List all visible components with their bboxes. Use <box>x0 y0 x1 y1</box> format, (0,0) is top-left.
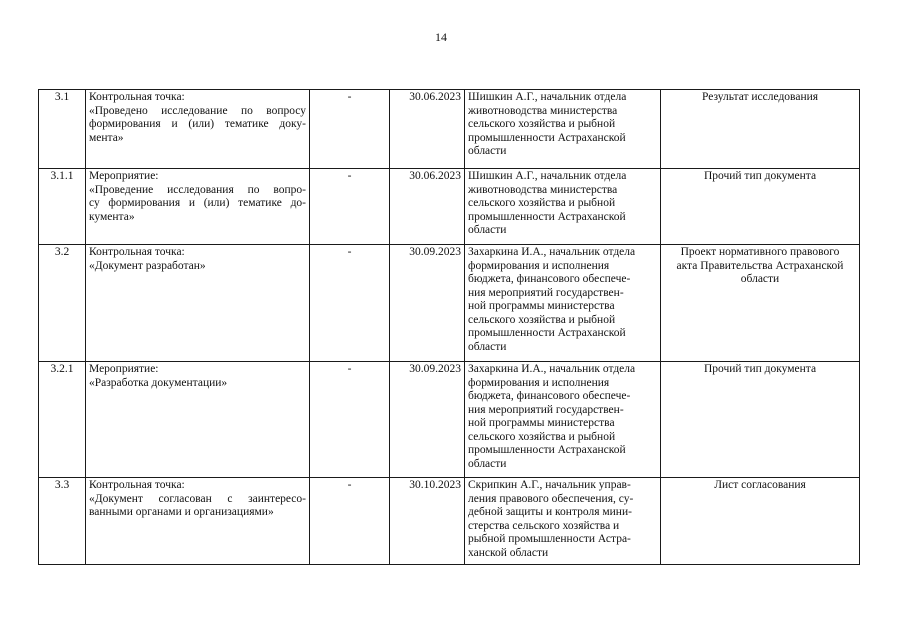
cell-line: Прочий тип документа <box>703 363 817 375</box>
start-date-cell: - <box>310 169 390 245</box>
cell-line: ления правового обеспечения, су- <box>468 492 634 505</box>
cell-line: Контрольная точка: <box>89 479 185 491</box>
cell-line: животноводства министерства <box>468 104 618 117</box>
cell-line: Результат исследования <box>701 91 819 103</box>
table-row <box>39 90 860 169</box>
cell-line: су формирования и (или) тематике до- <box>89 197 306 209</box>
cell-line: сельского хозяйства и рыбной <box>468 430 616 443</box>
end-date-cell: 30.10.2023 <box>390 478 465 565</box>
plan-table <box>38 89 860 565</box>
cell-line: Лист согласования <box>714 479 806 491</box>
cell-line: сельского хозяйства и рыбной <box>468 118 616 130</box>
cell-line: бюджета, финансового обеспече- <box>468 390 631 402</box>
table-row <box>39 245 860 362</box>
cell-line: животноводства министерства <box>468 183 618 196</box>
cell-line: сельского хозяйства и рыбной <box>468 197 616 209</box>
table-row <box>39 478 860 565</box>
end-date-cell: 30.09.2023 <box>390 245 465 362</box>
cell-line: Прочий тип документа <box>703 170 817 182</box>
responsible-cell <box>465 478 661 565</box>
cell-line: промышленности Астраханской <box>468 327 626 339</box>
cell-line: области <box>468 340 507 353</box>
description-cell <box>86 362 310 478</box>
cell-line: кумента» <box>89 210 135 223</box>
cell-line: ной программы министерства <box>468 417 615 429</box>
cell-line: Шишкин А.Г., начальник отдела <box>468 170 627 182</box>
cell-line: Шишкин А.Г., начальник отдела <box>468 91 627 103</box>
cell-line: Захаркина И.А., начальник отдела <box>468 363 636 375</box>
table-row <box>39 169 860 245</box>
cell-line: промышленности Астраханской <box>468 210 626 223</box>
cell-line: «Проведение исследования по вопро- <box>89 183 306 196</box>
cell-line: Контрольная точка: <box>89 91 185 103</box>
cell-line: Контрольная точка: <box>89 246 185 258</box>
cell-line: стерства сельского хозяйства и <box>468 519 620 532</box>
row-number-cell: 3.2.1 <box>39 362 86 478</box>
responsible-cell <box>465 245 661 362</box>
end-date-cell: 30.09.2023 <box>390 362 465 478</box>
start-date-cell: - <box>310 362 390 478</box>
plan-table-body <box>39 90 860 565</box>
cell-line: акта Правительства Астраханской <box>676 259 844 272</box>
end-date-cell: 30.06.2023 <box>390 90 465 169</box>
start-date-cell: - <box>310 245 390 362</box>
cell-line: Скрипкин А.Г., начальник управ- <box>468 479 631 491</box>
row-number-cell: 3.3 <box>39 478 86 565</box>
cell-line: области <box>468 224 507 236</box>
cell-line: Мероприятие: <box>89 363 159 375</box>
cell-line: «Документ разработан» <box>89 259 206 272</box>
cell-line: Захаркина И.А., начальник отдела <box>468 246 636 258</box>
description-cell <box>86 245 310 362</box>
table-row <box>39 362 860 478</box>
row-number-cell: 3.2 <box>39 245 86 362</box>
responsible-cell <box>465 90 661 169</box>
result-cell <box>661 90 860 169</box>
result-cell <box>661 169 860 245</box>
cell-line: промышленности Астраханской <box>468 444 626 456</box>
cell-line: области <box>468 145 507 157</box>
cell-line: дебной защиты и контроля мини- <box>468 506 632 518</box>
cell-line: ния мероприятий государствен- <box>468 286 624 299</box>
cell-line: мента» <box>89 131 124 144</box>
cell-line: формирования и исполнения <box>468 376 610 389</box>
result-cell <box>661 478 860 565</box>
start-date-cell: - <box>310 478 390 565</box>
cell-line: формирования и исполнения <box>468 259 610 272</box>
cell-line: ванными органами и организациями» <box>89 506 274 518</box>
cell-line: рыбной промышленности Астра- <box>468 533 631 545</box>
row-number-cell: 3.1.1 <box>39 169 86 245</box>
cell-line: «Разработка документации» <box>89 376 228 389</box>
description-cell <box>86 90 310 169</box>
start-date-cell: - <box>310 90 390 169</box>
row-number-cell: 3.1 <box>39 90 86 169</box>
cell-line: сельского хозяйства и рыбной <box>468 313 616 326</box>
cell-line: бюджета, финансового обеспече- <box>468 273 631 285</box>
cell-line: «Проведено исследование по вопросу <box>89 104 306 117</box>
result-cell <box>661 362 860 478</box>
end-date-cell: 30.06.2023 <box>390 169 465 245</box>
result-cell <box>661 245 860 362</box>
description-cell <box>86 169 310 245</box>
cell-line: Проект нормативного правового <box>680 246 840 258</box>
page-number: 14 <box>435 30 447 44</box>
cell-line: области <box>740 273 780 285</box>
cell-line: ной программы министерства <box>468 300 615 312</box>
cell-line: «Документ согласован с заинтересо- <box>89 492 306 505</box>
responsible-cell <box>465 362 661 478</box>
cell-line: ханской области <box>468 546 549 559</box>
cell-line: ния мероприятий государствен- <box>468 403 624 416</box>
cell-line: промышленности Астраханской <box>468 131 626 144</box>
description-cell <box>86 478 310 565</box>
cell-line: формирования и (или) тематике доку- <box>89 118 306 130</box>
cell-line: Мероприятие: <box>89 170 159 182</box>
cell-line: области <box>468 457 507 470</box>
responsible-cell <box>465 169 661 245</box>
